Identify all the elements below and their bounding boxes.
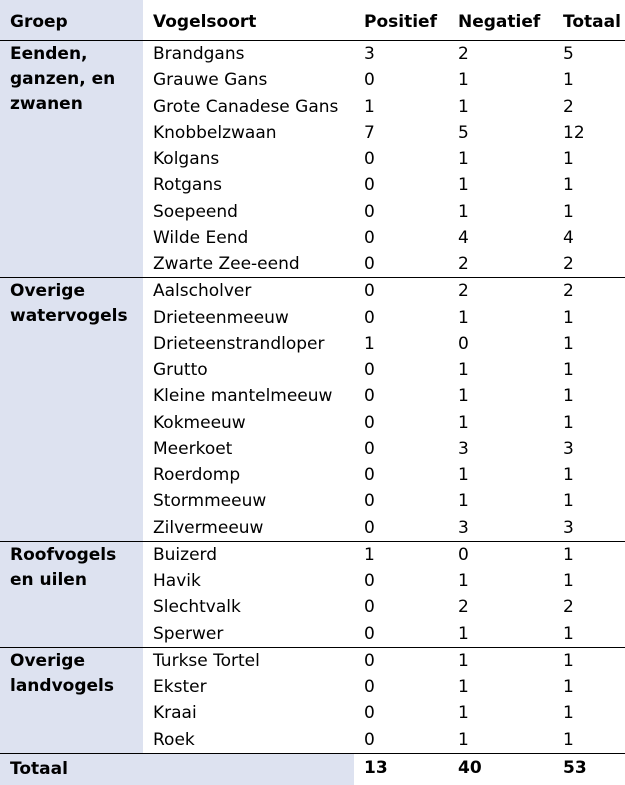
negative-cell: 5 [458,122,469,143]
negative-cell: 1 [458,703,469,724]
negative-cell: 2 [458,254,469,274]
species-cell: Kolgans [153,149,220,169]
positive-cell: 0 [364,227,375,248]
total-cell: 1 [563,149,574,169]
header-negative: Negatief [448,0,553,41]
positive-cell: 0 [364,623,375,644]
species-cell: Roek [153,729,195,750]
negative-cell: 1 [458,491,469,512]
totals-positive: 13 [354,753,448,785]
total-cell: 1 [553,541,625,568]
negative-cell: 3 [458,438,469,459]
positive-cell: 0 [354,278,448,305]
total-cell: 1 [563,360,574,380]
species-cell: Slechtvalk [153,597,241,618]
total-cell: 3 [563,438,574,459]
negative-cell: 1 [458,201,469,222]
species-cell: Grutto [153,360,208,380]
total-cell: 1 [563,677,574,697]
total-cell: 1 [563,201,574,222]
species-cell: Roerdomp [153,465,241,485]
total-cell: 1 [563,333,574,354]
positive-cell: 0 [364,729,375,750]
species-cell: Kleine mantelmeeuw [153,386,333,407]
negative-cell: 1 [458,96,469,117]
species-cell: Aalscholver [143,278,354,305]
species-cell: Buizerd [143,541,354,568]
species-cell: Drieteenmeeuw [153,307,289,328]
negative-cell: 2 [458,597,469,618]
total-cell: 1 [563,491,574,512]
species-cell: Soepeend [153,201,238,222]
positive-cell: 0 [364,412,375,433]
positive-cell: 0 [364,465,375,485]
positive-cell: 1 [364,96,375,117]
total-cell: 1 [563,386,574,407]
species-cell: Rotgans [153,175,222,196]
positive-cell: 0 [364,677,375,697]
table-body [0,41,625,754]
total-cell: 1 [563,703,574,724]
positive-cell: 0 [364,386,375,407]
positive-cell: 3 [364,44,375,64]
species-cell: Drieteenstrandloper [153,333,325,354]
species-cell: Kraai [153,703,197,724]
negative-cell: 1 [458,465,469,485]
species-cell: Meerkoet [153,438,233,459]
total-cell: 1 [563,729,574,750]
positive-cell: 0 [364,703,375,724]
positive-cell: 0 [364,571,375,591]
total-cell: 1 [563,412,574,433]
species-cell: Turkse Tortel [143,647,354,674]
total-cell: 1 [563,465,574,485]
positive-cell: 0 [364,201,375,222]
negative-cell: 0 [458,333,469,354]
header-group: Groep [0,0,143,41]
header-row [0,0,625,41]
species-cell: Sperwer [153,623,224,644]
header-species: Vogelsoort [143,0,354,41]
total-cell: 1 [563,175,574,196]
negative-cell: 2 [458,44,469,64]
totals-blank-cell [143,753,354,785]
positive-cell: 7 [364,122,375,143]
totals-row [0,753,625,785]
group-cell: Overige landvogels [0,647,143,753]
total-cell: 3 [563,517,574,538]
negative-cell: 1 [458,623,469,644]
positive-cell: 0 [364,149,375,169]
negative-cell: 3 [458,517,469,538]
total-cell: 2 [563,96,574,117]
header-total: Totaal [553,0,625,41]
negative-cell: 1 [458,729,469,750]
negative-cell: 4 [458,227,469,248]
positive-cell: 0 [364,307,375,328]
species-cell: Grauwe Gans [153,70,268,91]
species-cell: Zilvermeeuw [153,517,264,538]
species-cell: Knobbelzwaan [153,122,277,143]
total-cell: 1 [553,647,625,674]
positive-cell: 0 [364,360,375,380]
negative-cell: 0 [448,541,553,568]
positive-cell: 1 [354,541,448,568]
species-cell: Kokmeeuw [153,412,246,433]
table-row [0,41,625,68]
table-row [0,647,625,674]
totals-total: 53 [553,753,625,785]
species-cell: Zwarte Zee-eend [153,254,300,274]
total-cell: 2 [563,597,574,618]
totals-negative: 40 [448,753,553,785]
positive-cell: 0 [364,517,375,538]
positive-cell: 1 [364,333,375,354]
species-cell: Havik [153,571,201,591]
negative-cell: 1 [458,307,469,328]
negative-cell: 1 [458,360,469,380]
negative-cell: 1 [448,647,553,674]
negative-cell: 1 [458,70,469,91]
header-positive: Positief [354,0,448,41]
positive-cell: 0 [364,70,375,91]
negative-cell: 2 [448,278,553,305]
total-cell: 1 [563,623,574,644]
negative-cell: 1 [458,175,469,196]
negative-cell: 1 [458,571,469,591]
species-cell: Wilde Eend [153,227,249,248]
total-cell: 2 [553,278,625,305]
total-cell: 5 [563,44,574,64]
negative-cell: 1 [458,412,469,433]
total-cell: 2 [563,254,574,274]
total-cell: 1 [563,571,574,591]
total-cell: 1 [563,70,574,91]
positive-cell: 0 [354,647,448,674]
table-row [0,278,625,305]
total-cell: 12 [563,122,585,143]
positive-cell: 0 [364,597,375,618]
positive-cell: 0 [364,254,375,274]
species-cell: Stormmeeuw [153,491,267,512]
total-cell: 1 [563,307,574,328]
species-cell: Brandgans [153,44,245,64]
positive-cell: 0 [364,491,375,512]
negative-cell: 1 [458,149,469,169]
species-cell: Ekster [153,677,207,697]
positive-cell: 0 [364,438,375,459]
group-cell: Overige watervogels [0,278,143,542]
negative-cell: 1 [458,677,469,697]
group-cell: Eenden, ganzen, en zwanen [0,41,143,278]
positive-cell: 0 [364,175,375,196]
total-cell: 4 [563,227,574,248]
group-cell: Roofvogels en uilen [0,541,143,647]
species-cell: Grote Canadese Gans [153,96,339,117]
table-row [0,541,625,568]
totals-label: Totaal [0,753,143,785]
negative-cell: 1 [458,386,469,407]
